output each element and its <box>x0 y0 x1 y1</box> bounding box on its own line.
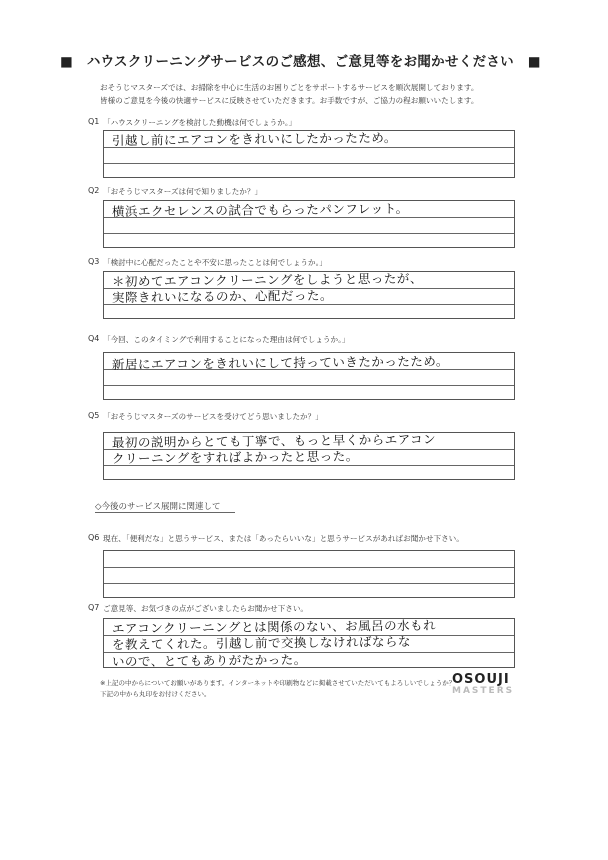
q1-number: Q1 <box>88 117 100 126</box>
q2-answer-line-1: 横浜エクセレンスの試合でもらったパンフレット。 <box>111 200 409 219</box>
q3-answer-box[interactable] <box>103 271 515 319</box>
answer-line <box>104 385 514 386</box>
q3-answer-line-2: 実際きれいになるのか、心配だった。 <box>111 287 334 305</box>
q7-number: Q7 <box>88 603 100 612</box>
answer-line <box>104 567 514 568</box>
section-heading: ◇今後のサービス展開に関連して <box>95 502 221 512</box>
intro-line-1: おそうじマスターズでは、お掃除を中心に生活のお困りごとをサポートするサービスを順次展開しております。 <box>100 83 479 92</box>
footer-note-2: 下記の中から丸印をお付けください。 <box>100 690 211 698</box>
logo-text-bottom: MASTERS <box>452 686 515 696</box>
q2-number: Q2 <box>88 186 100 195</box>
q1-text: 「ハウスクリーニングを検討した動機は何でしょうか。」 <box>103 118 297 127</box>
q6-text: 現在、「便利だな」と思うサービス、または「あったらいいな」と思うサービスがあればお聞かせ下さい。 <box>103 534 464 543</box>
q7-answer-line-2: を教えてくれた。引越し前で交換しなければならな <box>111 633 412 652</box>
logo-text-top: OSOUJI <box>452 672 510 687</box>
q5-answer-box[interactable] <box>103 432 515 480</box>
answer-line <box>104 233 514 234</box>
q3-number: Q3 <box>88 257 100 266</box>
q7-answer-line-3: いので、とてもありがたかった。 <box>111 651 307 669</box>
q2-answer-box[interactable] <box>103 200 515 248</box>
company-logo <box>452 672 524 698</box>
q3-text: 「検討中に心配だったことや不安に思ったことは何でしょうか。」 <box>103 258 328 267</box>
q4-text: 「今回、このタイミングで利用することになった理由は何でしょうか。」 <box>103 335 350 344</box>
q7-text: ご意見等、お気づきの点がございましたらお聞かせ下さい。 <box>103 604 309 613</box>
q1-answer-line-1: 引越し前にエアコンをきれいにしたかったため。 <box>111 130 397 148</box>
q2-text: 「おそうじマスターズは何で知りましたか？」 <box>103 187 263 196</box>
q5-answer-line-2: クリーニングをすればよかったと思った。 <box>111 448 359 466</box>
q7-answer-box[interactable] <box>103 618 515 668</box>
q6-answer-box[interactable] <box>103 550 515 598</box>
q5-number: Q5 <box>88 411 100 420</box>
q1-answer-box[interactable] <box>103 130 515 178</box>
page-title: ■ ハウスクリーニングサービスのご感想、ご意見等をお聞かせください ■ <box>60 54 541 70</box>
q5-text: 「おそうじマスターズのサービスを受けてどう思いましたか？」 <box>103 412 323 421</box>
footer-note-1: ※上記の中からについてお願いがあります。インターネットや印刷物などに掲載させていただいてもよろしいでしょうか？ <box>100 679 456 687</box>
q4-answer-line-1: 新居にエアコンをきれいにして持っていきたかったため。 <box>111 353 449 372</box>
q3-answer-line-1: ＊初めてエアコンクリーニングをしようと思ったが、 <box>111 270 423 289</box>
q5-answer-line-1: 最初の説明からとても丁寧で、もっと早くからエアコン <box>111 431 437 450</box>
q7-answer-line-1: エアコンクリーニングとは関係のない、お風呂の水もれ <box>111 617 437 636</box>
q6-number: Q6 <box>88 533 100 542</box>
answer-line <box>104 583 514 584</box>
q4-answer-box[interactable] <box>103 352 515 400</box>
section-underline <box>95 512 235 513</box>
intro-line-2: 皆様のご意見を今後の快適サービスに反映させていただきます。お手数ですが、ご協力の程お願いいたします。 <box>100 96 479 105</box>
q4-number: Q4 <box>88 334 100 343</box>
answer-line <box>104 163 514 164</box>
